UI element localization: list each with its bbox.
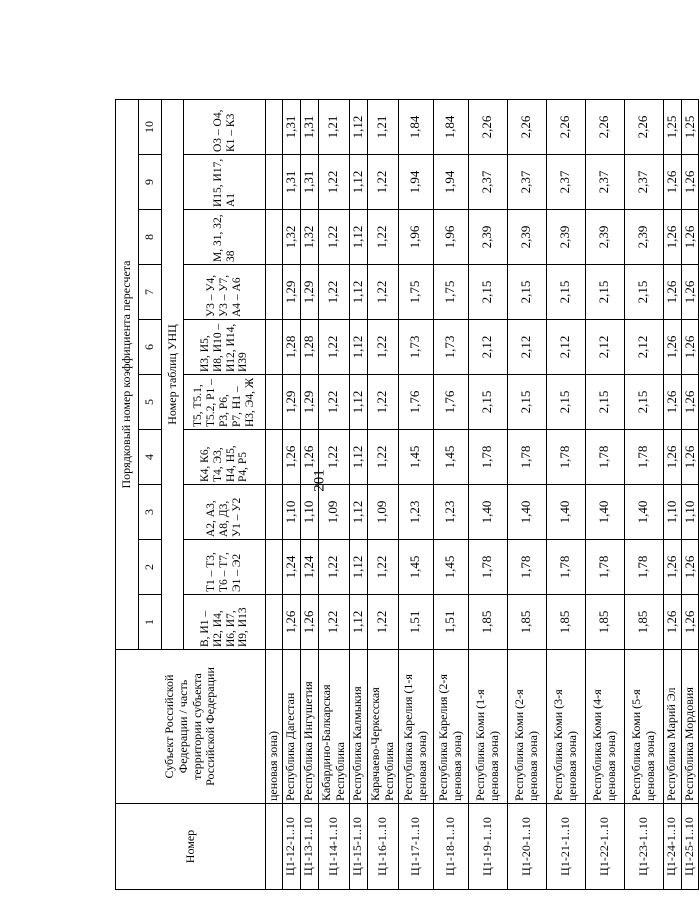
row-subject: Республика Карелия (2-я ценовая зона): [433, 650, 468, 804]
coef-value-cell: 1,96: [433, 210, 468, 265]
coef-value-cell: 2,15: [507, 375, 546, 430]
unc-table-header: К4, К6, Т4, Э3, Н4, Н5, Р4, Р5: [184, 430, 266, 485]
coef-number-header: 10: [139, 99, 162, 154]
coef-value-cell: 2,12: [507, 320, 546, 375]
coef-value-cell: 1,22: [318, 155, 349, 210]
coef-value-cell: 1,85: [546, 595, 585, 650]
coef-value-cell: 1,26: [282, 595, 300, 650]
table-row: [433, 99, 468, 889]
coef-value-cell: 1,78: [546, 430, 585, 485]
rotated-table-container: [115, 100, 697, 890]
row-code: Ц1-25-1..10: [681, 804, 699, 890]
coef-value-cell: 2,15: [507, 265, 546, 320]
row-subject: Республика Коми (2-я ценовая зона): [507, 650, 546, 804]
coef-value-cell: 1,22: [318, 595, 349, 650]
row-subject: Республика Коми (1-я ценовая зона): [468, 650, 507, 804]
carryover-code: [266, 804, 283, 890]
coef-value-cell: 1,12: [349, 595, 367, 650]
coef-value-cell: 1,85: [468, 595, 507, 650]
coef-value-cell: 1,12: [349, 99, 367, 154]
coef-value-cell: 1,85: [585, 595, 624, 650]
coef-value-cell: 1,22: [318, 430, 349, 485]
coef-value-cell: 2,15: [585, 265, 624, 320]
unc-table-header: И15, И17, А1: [184, 155, 266, 210]
coef-number-header: 6: [139, 320, 162, 375]
table-row: [468, 99, 507, 889]
coef-value-cell: 1,26: [681, 210, 699, 265]
coef-value-cell: 2,12: [546, 320, 585, 375]
coef-value-cell: 1,45: [398, 540, 433, 595]
coef-value-cell: 1,26: [300, 430, 318, 485]
coef-value-cell: 2,37: [507, 155, 546, 210]
coef-value-cell: 1,22: [367, 155, 398, 210]
row-code: Ц1-22-1..10: [585, 804, 624, 890]
coef-value-cell: 2,26: [585, 99, 624, 154]
coef-value-cell: 1,45: [433, 540, 468, 595]
coef-value-cell: 1,22: [367, 595, 398, 650]
coef-value-cell: 1,12: [349, 430, 367, 485]
coef-value-cell: 1,78: [546, 540, 585, 595]
header-number: Номер: [116, 804, 266, 890]
table-row: [398, 99, 433, 889]
coef-value-cell: 1,22: [367, 320, 398, 375]
row-subject: Республика Дагестан: [282, 650, 300, 804]
coef-value-cell: 1,26: [663, 320, 681, 375]
coef-value-cell: 1,29: [282, 265, 300, 320]
coef-value-cell: 1,78: [468, 540, 507, 595]
coef-value-cell: 1,12: [349, 210, 367, 265]
coef-value-cell: 2,39: [546, 210, 585, 265]
row-code: Ц1-13-1..10: [300, 804, 318, 890]
table-row: [681, 99, 699, 889]
coefficient-table: [115, 99, 699, 890]
coef-value-cell: 1,78: [507, 540, 546, 595]
coef-value-cell: 2,37: [585, 155, 624, 210]
coef-value-cell: 2,26: [468, 99, 507, 154]
coef-value-cell: 1,26: [663, 265, 681, 320]
coef-value-cell: 1,94: [433, 155, 468, 210]
coef-value-cell: 1,78: [624, 540, 663, 595]
coef-value-cell: 1,26: [663, 375, 681, 430]
coef-value-cell: 2,15: [624, 265, 663, 320]
coef-value-cell: 1,23: [398, 485, 433, 540]
coef-value-cell: 1,09: [318, 485, 349, 540]
row-code: Ц1-24-1..10: [663, 804, 681, 890]
coef-value-cell: 1,28: [282, 320, 300, 375]
page-number: 201: [311, 469, 328, 492]
coef-value-cell: 1,76: [398, 375, 433, 430]
coef-number-header: 1: [139, 595, 162, 650]
coef-number-header: 2: [139, 540, 162, 595]
coef-value-cell: 1,22: [367, 210, 398, 265]
coef-value-cell: 2,15: [546, 265, 585, 320]
carryover-subject: ценовая зона): [266, 650, 283, 804]
coef-value-cell: 1,31: [282, 99, 300, 154]
coef-value-cell: 1,94: [398, 155, 433, 210]
coef-value-cell: 1,96: [398, 210, 433, 265]
coef-number-header: 7: [139, 265, 162, 320]
row-code: Ц1-21-1..10: [546, 804, 585, 890]
header-coef-group: Порядковый номер коэффициента пересчета: [116, 99, 139, 649]
coef-value-cell: 2,26: [624, 99, 663, 154]
coef-value-cell: 1,26: [300, 595, 318, 650]
coef-value-cell: 1,40: [546, 485, 585, 540]
unc-table-header: Т1 – Т3, Т6 – Т7, Э1 – Э2: [184, 540, 266, 595]
coef-value-cell: 1,51: [433, 595, 468, 650]
table-row: [282, 99, 300, 889]
coef-value-cell: 2,26: [507, 99, 546, 154]
coef-value-cell: 1,78: [585, 430, 624, 485]
coef-value-cell: 2,39: [507, 210, 546, 265]
coef-value-cell: 1,22: [318, 320, 349, 375]
table-row: [300, 99, 318, 889]
row-code: Ц1-17-1..10: [398, 804, 433, 890]
coef-value-cell: 1,26: [663, 540, 681, 595]
coef-value-cell: 2,15: [624, 375, 663, 430]
table-row: [624, 99, 663, 889]
row-code: Ц1-20-1..10: [507, 804, 546, 890]
coef-value-cell: 1,85: [624, 595, 663, 650]
coef-value-cell: 1,78: [585, 540, 624, 595]
table-body: [266, 99, 699, 889]
coef-value-cell: 1,12: [349, 155, 367, 210]
unc-table-header: Т5, Т5.1, Т5.2, Р1 – Р3, Р6, Р7, Н1 – Н3, Э4, Ж: [184, 375, 266, 430]
coef-value-cell: 1,22: [367, 430, 398, 485]
coef-value-cell: 1,12: [349, 375, 367, 430]
coef-value-cell: 1,32: [282, 210, 300, 265]
coef-value-cell: 1,84: [398, 99, 433, 154]
coef-value-cell: 1,84: [433, 99, 468, 154]
coef-value-cell: 1,26: [282, 430, 300, 485]
row-subject: Республика Коми (4-я ценовая зона): [585, 650, 624, 804]
coef-value-cell: 1,85: [507, 595, 546, 650]
coef-value-cell: 1,78: [507, 430, 546, 485]
coef-value-cell: 1,26: [681, 265, 699, 320]
coef-value-cell: 1,29: [282, 375, 300, 430]
coef-value-cell: 2,15: [585, 375, 624, 430]
coef-value-cell: 1,22: [367, 375, 398, 430]
coef-number-header: 5: [139, 375, 162, 430]
table-row: [349, 99, 367, 889]
table-row: [367, 99, 398, 889]
row-code: Ц1-12-1..10: [282, 804, 300, 890]
coef-value-cell: 1,26: [663, 430, 681, 485]
coef-value-cell: 1,21: [367, 99, 398, 154]
coef-value-cell: 2,37: [624, 155, 663, 210]
coef-value-cell: 1,28: [300, 320, 318, 375]
coef-value-cell: 2,39: [585, 210, 624, 265]
coef-value-cell: 1,22: [318, 375, 349, 430]
row-subject: Республика Коми (3-я ценовая зона): [546, 650, 585, 804]
unc-table-header: У3 – У4, У3 – У7, А4 – А6: [184, 265, 266, 320]
coef-value-cell: 1,78: [624, 430, 663, 485]
coef-value-cell: 1,31: [300, 99, 318, 154]
row-subject: Кабардино-Балкарская Республика: [318, 650, 349, 804]
coef-value-cell: 1,26: [663, 595, 681, 650]
table-row: [663, 99, 681, 889]
coef-value-cell: 1,22: [367, 265, 398, 320]
coef-value-cell: 1,25: [663, 99, 681, 154]
coef-value-cell: 1,23: [433, 485, 468, 540]
coef-value-cell: 1,29: [300, 375, 318, 430]
coef-value-cell: 1,22: [367, 540, 398, 595]
coef-value-cell: 1,26: [681, 540, 699, 595]
coef-value-cell: 1,21: [318, 99, 349, 154]
coef-value-cell: 1,09: [367, 485, 398, 540]
row-subject: Республика Карелия (1-я ценовая зона): [398, 650, 433, 804]
coef-number-header: 4: [139, 430, 162, 485]
unc-table-header: И3, И5, И8, И10 – И12, И14, И39: [184, 320, 266, 375]
coef-value-cell: 1,22: [318, 540, 349, 595]
coef-value-cell: 1,73: [433, 320, 468, 375]
coef-number-header: 9: [139, 155, 162, 210]
coef-value-cell: 1,10: [300, 485, 318, 540]
unc-table-header: М, З1, З2, З8: [184, 210, 266, 265]
coef-value-cell: 1,26: [681, 430, 699, 485]
coef-value-cell: 1,24: [300, 540, 318, 595]
row-subject: Республика Ингушетия: [300, 650, 318, 804]
coef-value-cell: 2,12: [585, 320, 624, 375]
coef-value-cell: 1,73: [398, 320, 433, 375]
coef-value-cell: 1,78: [468, 430, 507, 485]
row-code: Ц1-15-1..10: [349, 804, 367, 890]
header-unc-group: Номер таблиц УНЦ: [162, 99, 184, 649]
coef-value-cell: 2,37: [468, 155, 507, 210]
coef-value-cell: 2,39: [624, 210, 663, 265]
coef-value-cell: 1,45: [433, 430, 468, 485]
table-row: [507, 99, 546, 889]
coef-value-cell: 1,12: [349, 540, 367, 595]
coef-value-cell: 2,12: [624, 320, 663, 375]
coef-value-cell: 1,75: [433, 265, 468, 320]
coef-value-cell: 1,51: [398, 595, 433, 650]
coef-value-cell: 1,26: [681, 155, 699, 210]
coef-value-cell: 2,37: [546, 155, 585, 210]
coef-value-cell: 1,75: [398, 265, 433, 320]
row-subject: Республика Калмыкия: [349, 650, 367, 804]
coef-value-cell: 1,12: [349, 265, 367, 320]
coef-value-cell: 2,26: [546, 99, 585, 154]
row-subject: Республика Мордовия: [681, 650, 699, 804]
row-subject: Республика Коми (5-я ценовая зона): [624, 650, 663, 804]
coef-value-cell: 1,40: [507, 485, 546, 540]
coef-value-cell: 1,25: [681, 99, 699, 154]
coef-value-cell: 1,45: [398, 430, 433, 485]
coef-value-cell: 2,12: [468, 320, 507, 375]
coef-value-cell: 1,10: [282, 485, 300, 540]
row-subject: Карачаево-Черкесская Республика: [367, 650, 398, 804]
unc-table-header: В, И1 – И2, И4, И6, И7, И9, И13: [184, 595, 266, 650]
row-subject: Республика Марий Эл: [663, 650, 681, 804]
coef-value-cell: 1,40: [624, 485, 663, 540]
coef-value-cell: 1,24: [282, 540, 300, 595]
coef-value-cell: 2,15: [468, 375, 507, 430]
coef-value-cell: 1,31: [282, 155, 300, 210]
table-row: [585, 99, 624, 889]
coef-value-cell: 1,22: [318, 210, 349, 265]
coef-value-cell: 1,10: [663, 485, 681, 540]
row-code: Ц1-23-1..10: [624, 804, 663, 890]
coef-value-cell: 2,15: [468, 265, 507, 320]
table-row: [546, 99, 585, 889]
coef-value-cell: 1,40: [585, 485, 624, 540]
coef-value-cell: 1,26: [681, 375, 699, 430]
coef-value-cell: 1,12: [349, 485, 367, 540]
coef-number-header: 8: [139, 210, 162, 265]
coef-value-cell: 1,22: [318, 265, 349, 320]
unc-table-header: А2, А3, А8, Д3, У1 – У2: [184, 485, 266, 540]
row-code: Ц1-16-1..10: [367, 804, 398, 890]
coef-value-cell: 1,12: [349, 320, 367, 375]
coef-value-cell: 1,26: [681, 595, 699, 650]
row-code: Ц1-19-1..10: [468, 804, 507, 890]
coef-value-cell: 1,40: [468, 485, 507, 540]
unc-table-header: О3 – О4, К1 – К3: [184, 99, 266, 154]
coef-number-header: 3: [139, 485, 162, 540]
coef-value-cell: 1,32: [300, 210, 318, 265]
coef-value-cell: 2,39: [468, 210, 507, 265]
row-code: Ц1-18-1..10: [433, 804, 468, 890]
coef-value-cell: 1,29: [300, 265, 318, 320]
coef-value-cell: 1,31: [300, 155, 318, 210]
row-code: Ц1-14-1..10: [318, 804, 349, 890]
coef-value-cell: 1,26: [663, 155, 681, 210]
coef-value-cell: 1,10: [681, 485, 699, 540]
coef-value-cell: 1,76: [433, 375, 468, 430]
table-row: [318, 99, 349, 889]
header-subject: Субъект Российской Федерации / часть территории субъекта Российской Федерации: [116, 650, 266, 804]
coef-value-cell: 1,26: [681, 320, 699, 375]
coef-value-cell: 2,15: [546, 375, 585, 430]
coef-value-cell: 1,26: [663, 210, 681, 265]
